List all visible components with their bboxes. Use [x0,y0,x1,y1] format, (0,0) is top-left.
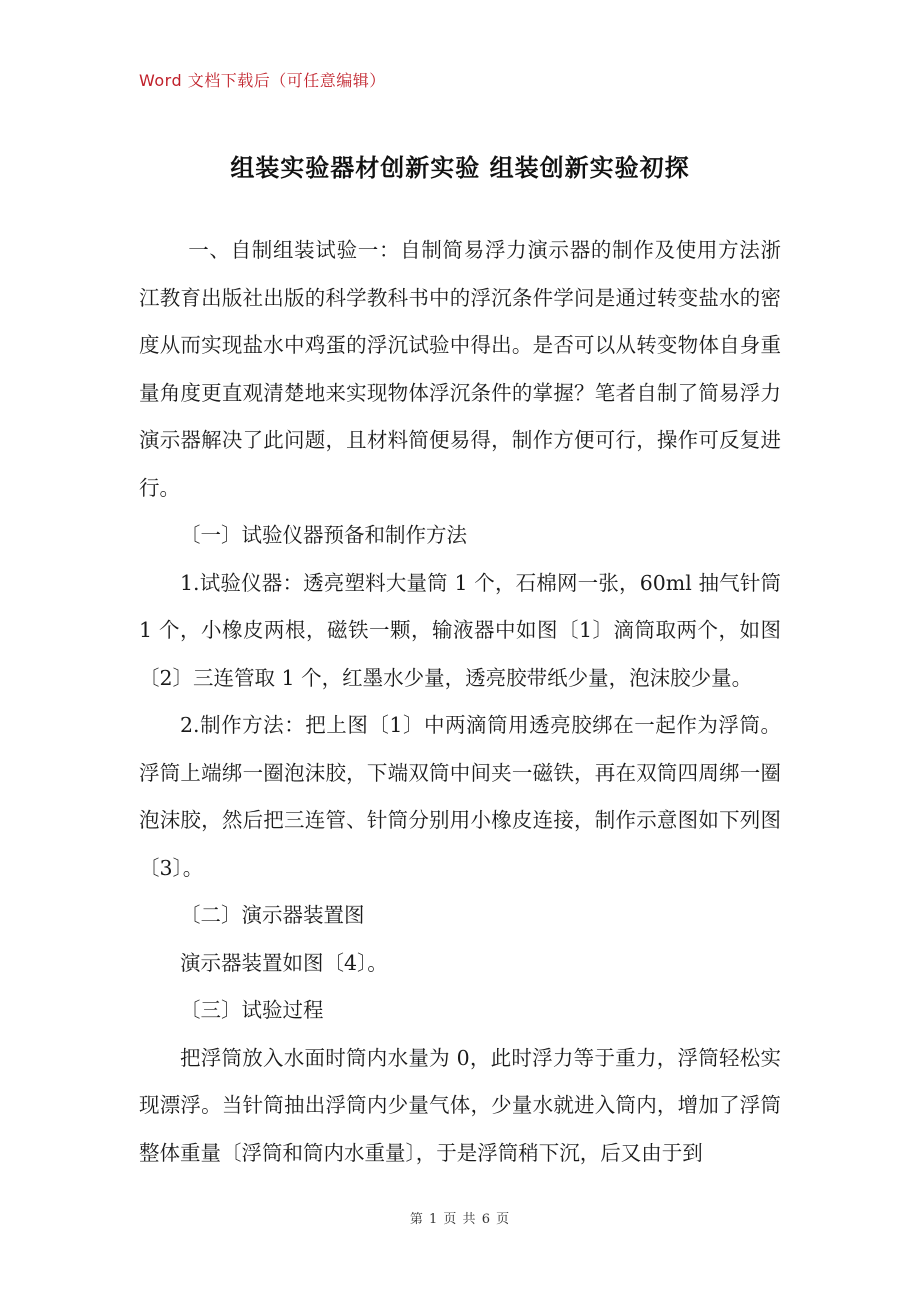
paragraph-device: 演示器装置如图〔4〕。 [180,950,388,975]
section-heading-2: 〔二〕演示器装置图 [180,903,365,927]
document-title: 组装实验器材创新实验 组装创新实验初探 [230,154,690,182]
section-heading-1: 〔一〕试验仪器预备和制作方法 [180,523,467,547]
paragraph-process: 把浮筒放入水面时筒内水量为 0，此时浮力等于重力，浮筒轻松实现漂浮。当针筒抽出浮筒内少量气体，少量水就进入筒内，增加了浮筒整体重量〔浮筒和筒内水重量〕，于是浮筒稍下沉，后又由于到 [139,1045,781,1165]
paragraph-intro: 一、自制组装试验一：自制简易浮力演示器的制作及使用方法浙江教育出版社出版的科学教科书中的浮沉条件学问是通过转变盐水的密度从而实现盐水中鸡蛋的浮沉试验中得出。是否可以从转变物体自身重量角度更直观清楚地来实现物体浮沉条件的掌握？笔者自制了简易浮力演示器解决了此问题，且材料简便易得，制作方便可行，操作可反复进行。 [139,238,781,500]
paragraph-instruments: 1.试验仪器：透亮塑料大量筒 1 个，石棉网一张，60ml 抽气针筒 1 个，小橡皮两根，磁铁一颗，输液器中如图〔1〕滴筒取两个，如图〔2〕三连管取 1 个，红墨水少量，透亮胶带纸少量，泡沫胶少量。 [139,570,781,690]
download-note: Word 文档下载后（可任意编辑） [139,71,386,90]
section-heading-3: 〔三〕试验过程 [180,998,324,1022]
paragraph-method: 2.制作方法：把上图〔1〕中两滴筒用透亮胶绑在一起作为浮筒。浮筒上端绑一圈泡沫胶，下端双筒中间夹一磁铁，再在双筒四周绑一圈泡沫胶，然后把三连管、针筒分别用小橡皮连接，制作示意图如下列图〔3〕。 [139,713,781,880]
page-footer: 第 1 页 共 6 页 [409,1212,511,1227]
document-body [139,227,781,1177]
